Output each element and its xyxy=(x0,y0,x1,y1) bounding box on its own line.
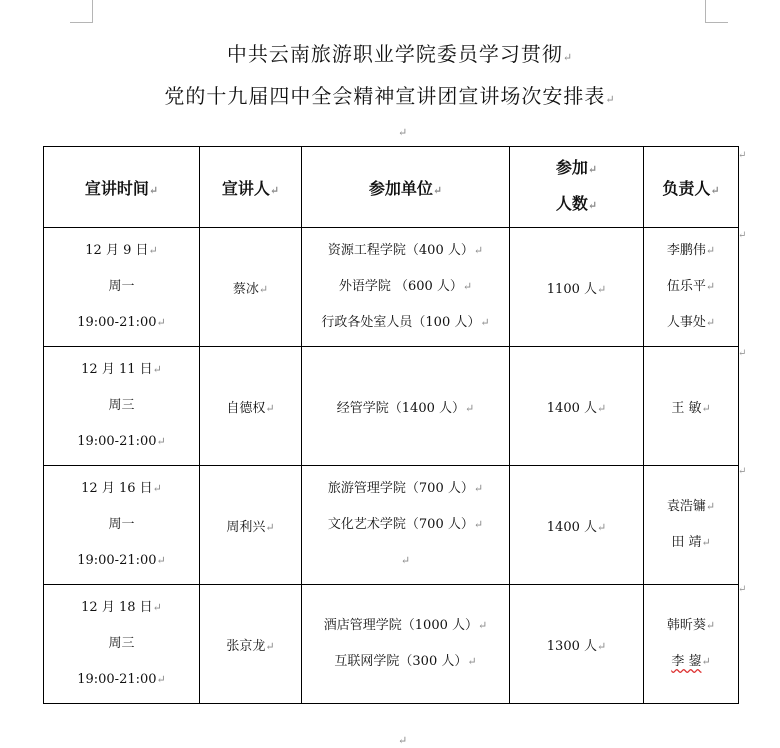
cell-speaker: 蔡冰↵ xyxy=(200,228,302,347)
header-owner: 负责人↵ xyxy=(644,147,739,228)
empty-paragraph-mark: ↵ xyxy=(398,734,408,747)
cell-speaker: 自德权↵ xyxy=(200,347,302,466)
page-corner-mark-top-left xyxy=(70,0,93,23)
row-end-mark: ↵ xyxy=(738,584,747,595)
cell-units: 资源工程学院（400 人）↵ 外语学院 （600 人）↵ 行政各处室人员（100 人）↵ xyxy=(302,228,510,347)
cell-time: 12 月 16 日↵ 周一 19:00-21:00↵ xyxy=(44,466,200,585)
cell-count: 1400 人↵ xyxy=(510,347,644,466)
cell-owner: 袁浩镛↵ 田 靖↵ xyxy=(644,466,739,585)
cell-units: 旅游管理学院（700 人）↵ 文化艺术学院（700 人）↵ ↵ xyxy=(302,466,510,585)
table-row xyxy=(44,466,739,585)
cell-time: 12 月 11 日↵ 周三 19:00-21:00↵ xyxy=(44,347,200,466)
cell-owner: 李鹏伟↵ 伍乐平↵ 人事处↵ xyxy=(644,228,739,347)
document-title-line-1: 中共云南旅游职业学院委员学习贯彻↵ xyxy=(226,42,574,66)
cell-count: 1300 人↵ xyxy=(510,585,644,704)
cell-owner: 王 敏↵ xyxy=(644,347,739,466)
cell-units: 酒店管理学院（1000 人）↵ 互联网学院（300 人）↵ xyxy=(302,585,510,704)
cell-speaker: 张京龙↵ xyxy=(200,585,302,704)
empty-paragraph-mark: ↵ xyxy=(398,126,408,139)
row-end-mark: ↵ xyxy=(738,230,747,241)
cell-count: 1100 人↵ xyxy=(510,228,644,347)
row-end-mark: ↵ xyxy=(738,348,747,359)
row-end-mark: ↵ xyxy=(738,466,747,477)
header-time: 宣讲时间↵ xyxy=(44,147,200,228)
header-speaker: 宣讲人↵ xyxy=(200,147,302,228)
cell-speaker: 周利兴↵ xyxy=(200,466,302,585)
cell-count: 1400 人↵ xyxy=(510,466,644,585)
header-count: 参加↵ 人数↵ xyxy=(510,147,644,228)
cell-units: 经管学院（1400 人）↵ xyxy=(302,347,510,466)
row-end-mark: ↵ xyxy=(738,150,747,161)
table-header-row xyxy=(44,147,739,228)
cell-time: 12 月 18 日↵ 周三 19:00-21:00↵ xyxy=(44,585,200,704)
cell-time: 12 月 9 日↵ 周一 19:00-21:00↵ xyxy=(44,228,200,347)
table-row xyxy=(44,228,739,347)
page-corner-mark-top-right xyxy=(705,0,728,23)
table-row xyxy=(44,347,739,466)
schedule-table xyxy=(43,146,739,704)
table-row xyxy=(44,585,739,704)
cell-owner: 韩昕葵↵ 李 鋆↵ xyxy=(644,585,739,704)
header-units: 参加单位↵ xyxy=(302,147,510,228)
document-title-line-2: 党的十九届四中全会精神宣讲团宣讲场次安排表↵ xyxy=(164,84,616,108)
